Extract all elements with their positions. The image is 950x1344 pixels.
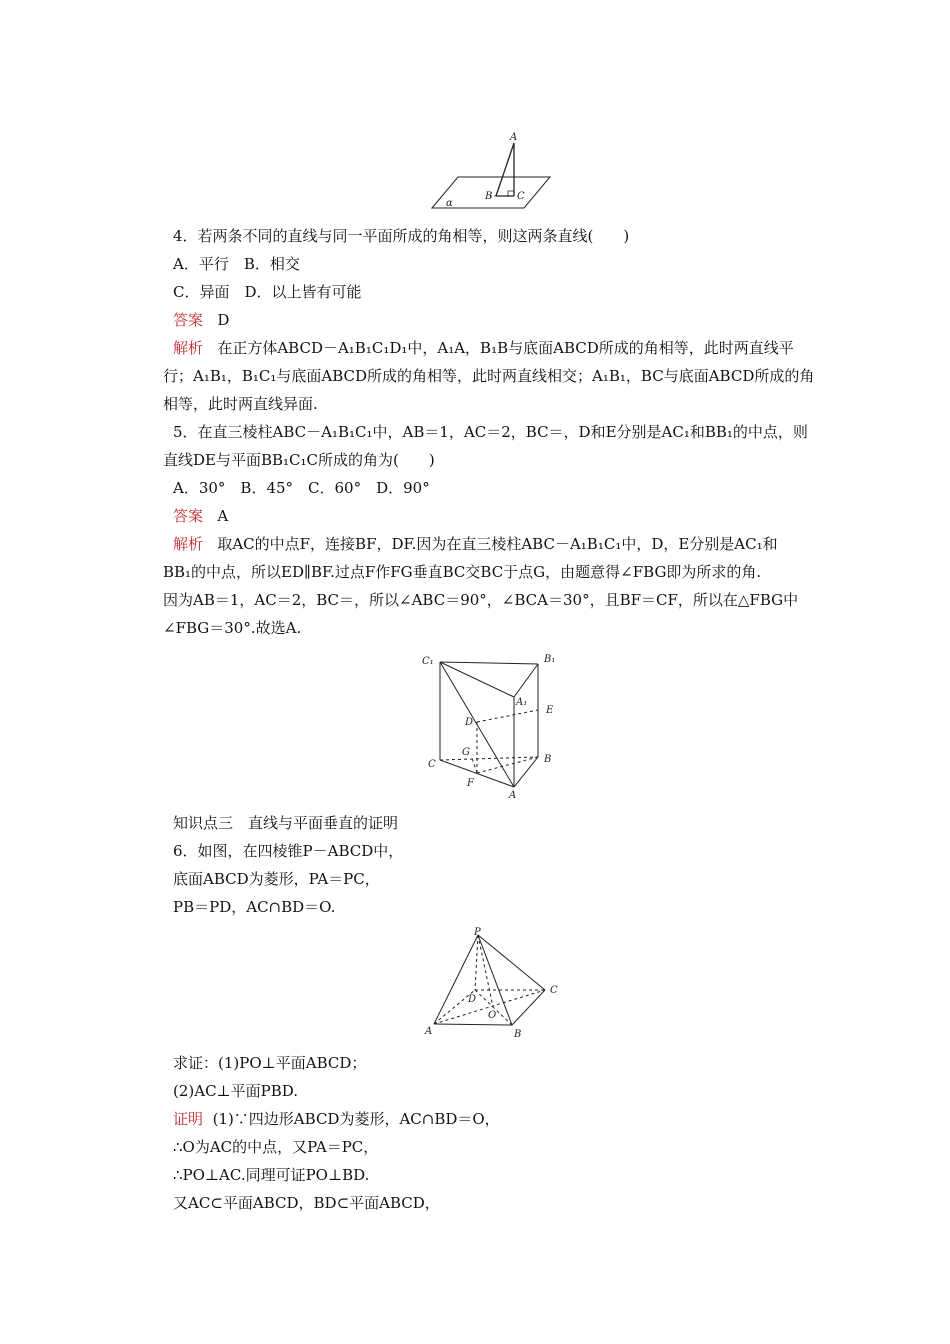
fig1-label-alpha: α <box>446 198 453 209</box>
answer-value: D <box>217 311 230 329</box>
q6-proof-4: 又AC⊂平面ABCD，BD⊂平面ABCD， <box>173 1194 440 1212</box>
q6-proof-3: ∴PO⊥AC.同理可证PO⊥BD. <box>173 1166 370 1184</box>
analysis-text: 在正方体ABCD－A₁B₁C₁D₁中，A₁A，B₁B与底面ABCD所成的角相等，此时两直线平 <box>217 339 794 357</box>
q5-stem-1: 5．在直三棱柱ABC－A₁B₁C₁中，AB＝1，AC＝2，BC＝，D和E分别是AC₁和BB₁的中点，则 <box>173 423 808 441</box>
fig2-label-a: A <box>509 790 517 801</box>
analysis-label: 解析 <box>173 535 204 553</box>
q6-stem-3: PB＝PD，AC∩BD＝O. <box>173 898 336 916</box>
q6-proof-2: ∴O为AC的中点，又PA＝PC， <box>173 1138 379 1156</box>
fig2-label-d: D <box>465 717 474 728</box>
analysis-text: 取AC的中点F，连接BF，DF.因为在直三棱柱ABC－A₁B₁C₁中，D，E分别是AC₁和 <box>217 535 778 553</box>
q6-stem-2: 底面ABCD为菱形，PA＝PC， <box>173 870 380 888</box>
q6-stem-1: 6．如图，在四棱锥P－ABCD中， <box>173 842 404 860</box>
fig3-label-c: C <box>550 985 558 996</box>
fig3-label-a: A <box>425 1026 433 1037</box>
answer-label: 答案 <box>173 311 204 329</box>
q6-prove-2: (2)AC⊥平面PBD. <box>173 1082 299 1100</box>
q4-analysis-3: 相等，此时两直线异面. <box>163 395 318 413</box>
q6-proof-1 <box>173 1108 500 1130</box>
q5-analysis-3: 因为AB＝1，AC＝2，BC＝，所以∠ABC＝90°，∠BCA＝30°，且BF＝CF，所以在△FBG中 <box>163 591 799 609</box>
fig2-label-b1: B₁ <box>544 654 556 665</box>
q4-analysis-2: 行；A₁B₁，B₁C₁与底面ABCD所成的角相等，此时两直线相交；A₁B₁，BC与底面ABCD所成的角 <box>163 367 815 385</box>
q4-options-1: A．平行 B．相交 <box>173 255 300 273</box>
fig1-label-c: C <box>517 191 525 202</box>
fig3-label-p: P <box>474 927 481 938</box>
fig2-label-f: F <box>467 778 474 789</box>
fig2-label-g: G <box>462 747 470 758</box>
q6-prove-1: 求证：(1)PO⊥平面ABCD； <box>173 1054 367 1072</box>
q5-analysis-4: ∠FBG＝30°.故选A. <box>163 619 302 637</box>
fig1-label-a: A <box>510 132 518 143</box>
q4-options-2: C．异面 D．以上皆有可能 <box>173 283 362 301</box>
answer-value: A <box>217 507 229 525</box>
q5-analysis-2: BB₁的中点，所以ED∥BF.过点F作FG垂直BC交BC于点G，由题意得∠FBG即为所求的角. <box>163 563 762 581</box>
section-title: 知识点三 直线与平面垂直的证明 <box>173 814 399 832</box>
fig3-label-d: D <box>468 994 477 1005</box>
fig2-label-e: E <box>546 705 554 716</box>
q5-options: A．30° B．45° C．60° D．90° <box>173 479 430 497</box>
fig2-label-c: C <box>428 759 436 770</box>
proof-label: 证明 <box>173 1110 204 1128</box>
q5-stem-2: 直线DE与平面BB₁C₁C所成的角为( ) <box>163 451 435 469</box>
fig3-label-b: B <box>514 1029 522 1040</box>
proof-text: (1)∵四边形ABCD为菱形，AC∩BD＝O， <box>212 1110 500 1128</box>
q4-stem: 4．若两条不同的直线与同一平面所成的角相等，则这两条直线( ) <box>173 227 630 245</box>
fig2-label-a1: A₁ <box>516 697 528 708</box>
fig2-label-c1: C₁ <box>422 656 434 667</box>
fig3-label-o: O <box>488 1010 497 1021</box>
answer-label: 答案 <box>173 507 204 525</box>
fig1-label-b: B <box>485 191 493 202</box>
analysis-label: 解析 <box>173 339 204 357</box>
fig2-label-b: B <box>544 754 552 765</box>
